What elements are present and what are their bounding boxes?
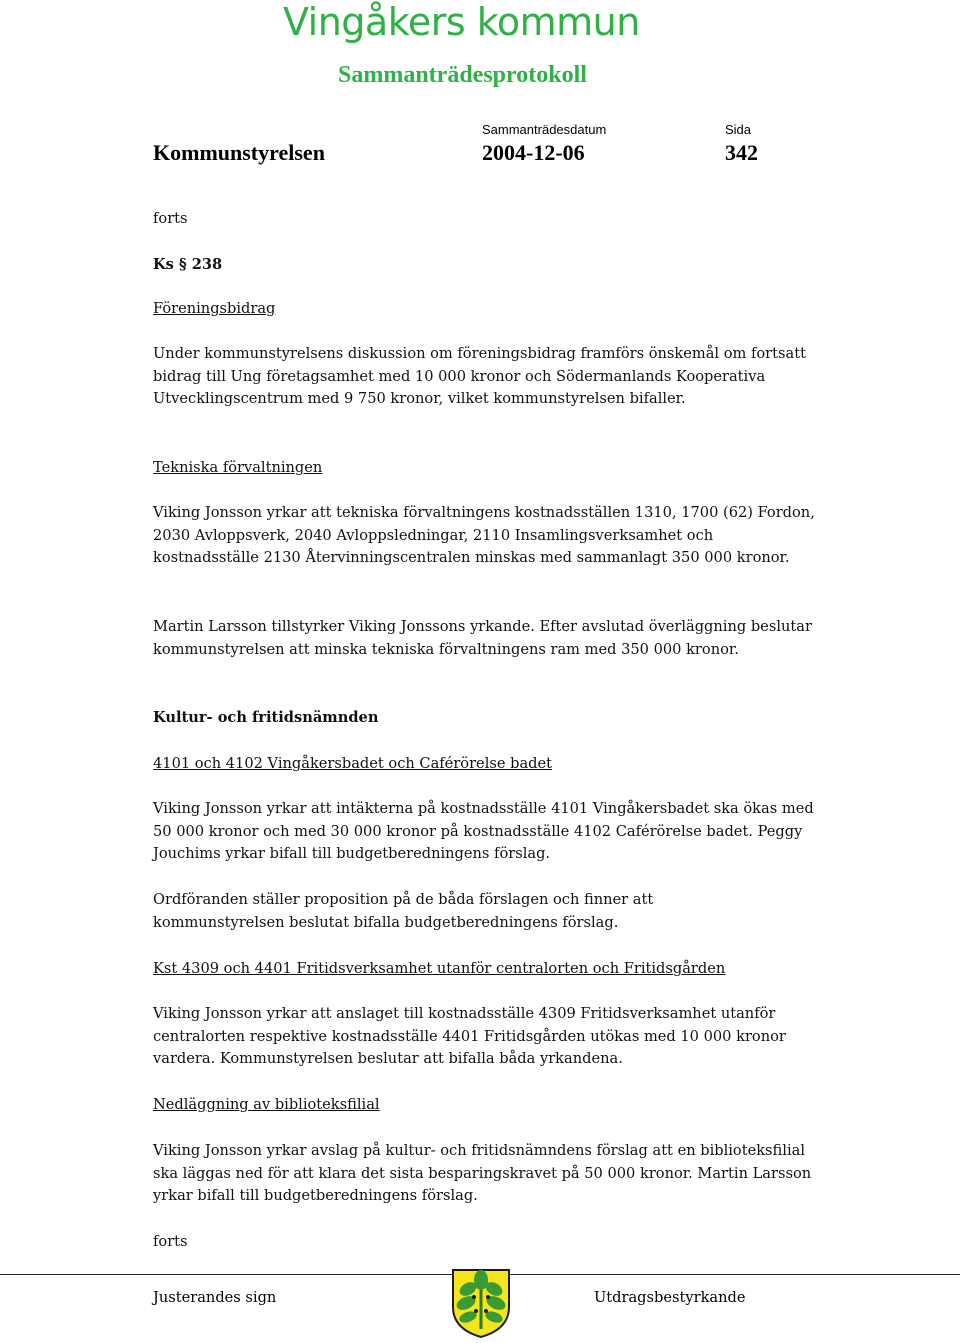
subheading-4309: Kst 4309 och 4401 Fritidsverksamhet utanför centralorten och Fritidsgården [153,960,726,977]
organization-title: Vingåkers kommun [283,0,640,44]
utdragsbestyrkande-label: Utdragsbestyrkande [594,1289,746,1306]
para-4309: Viking Jonsson yrkar att anslaget till kostnadsställe 4309 Fritidsverksamhet utanför centralorten respektive kostnadsställe 4401 Fritidsgården utökas med 10 000 kronor vardera. Kommunstyrelsen beslutar att bifalla båda yrkandena. [153,1005,786,1068]
heading-kultur: Kultur- och fritidsnämnden [153,709,379,726]
coat-of-arms-icon [450,1267,512,1339]
forts-top: forts [153,210,188,227]
subheading-nedlaggning: Nedläggning av biblioteksfilial [153,1096,380,1113]
page-label: Sida [725,122,752,137]
heading-tekniska: Tekniska förvaltningen [153,459,323,476]
section-number: Ks § 238 [153,256,223,273]
para-tekniska-2: Martin Larsson tillstyrker Viking Jonssons yrkande. Efter avslutad överläggning beslutar kommunstyrelsen att minska tekniska förvaltningens ram med 350 000 kronor. [153,618,812,658]
para-4101-2: Ordföranden ställer proposition på de båda förslagen och finner att kommunstyrelsen beslutat bifalla budgetberedningens förslag. [153,891,654,931]
para-4101-1: Viking Jonsson yrkar att intäkterna på kostnadsställe 4101 Vingåkersbadet ska ökas med 50 000 kronor och med 30 000 kronor på kostnadsställe 4102 Caférörelse badet. Peggy Jouchims yrkar bifall till budgetberedningens förslag. [153,800,814,863]
body-name: Kommunstyrelsen [153,140,325,165]
document-type: Sammanträdesprotokoll [338,62,587,88]
subheading-4101: 4101 och 4102 Vingåkersbadet och Caférörelse badet [153,755,553,772]
date-label: Sammanträdesdatum [482,122,607,137]
meeting-date: 2004-12-06 [482,140,585,165]
justerandes-sign-label: Justerandes sign [153,1289,277,1306]
heading-foreningsbidrag: Föreningsbidrag [153,300,276,317]
forts-bottom: forts [153,1233,188,1250]
para-tekniska-1: Viking Jonsson yrkar att tekniska förvaltningens kostnadsställen 1310, 1700 (62) Fordon, 2030 Avloppsverk, 2040 Avloppsledningar, 2110 Insamlingsverksamhet och kostnadsställe 2130 Återvinningscentralen minskas med sammanlagt 350 000 kronor. [153,504,815,567]
para-foreningsbidrag: Under kommunstyrelsens diskussion om föreningsbidrag framförs önskemål om fortsatt bidrag till Ung företagsamhet med 10 000 kronor och Södermanlands Kooperativa Utvecklingscentrum med 9 750 kronor, vilket kommunstyrelsen bifaller. [153,345,806,408]
para-nedlaggning: Viking Jonsson yrkar avslag på kultur- och fritidsnämndens förslag att en biblioteksfilial ska läggas ned för att klara det sista besparingskravet på 50 000 kronor. Martin Larsson yrkar bifall till budgetberedningens förslag. [153,1142,812,1205]
page-number: 342 [725,140,758,165]
